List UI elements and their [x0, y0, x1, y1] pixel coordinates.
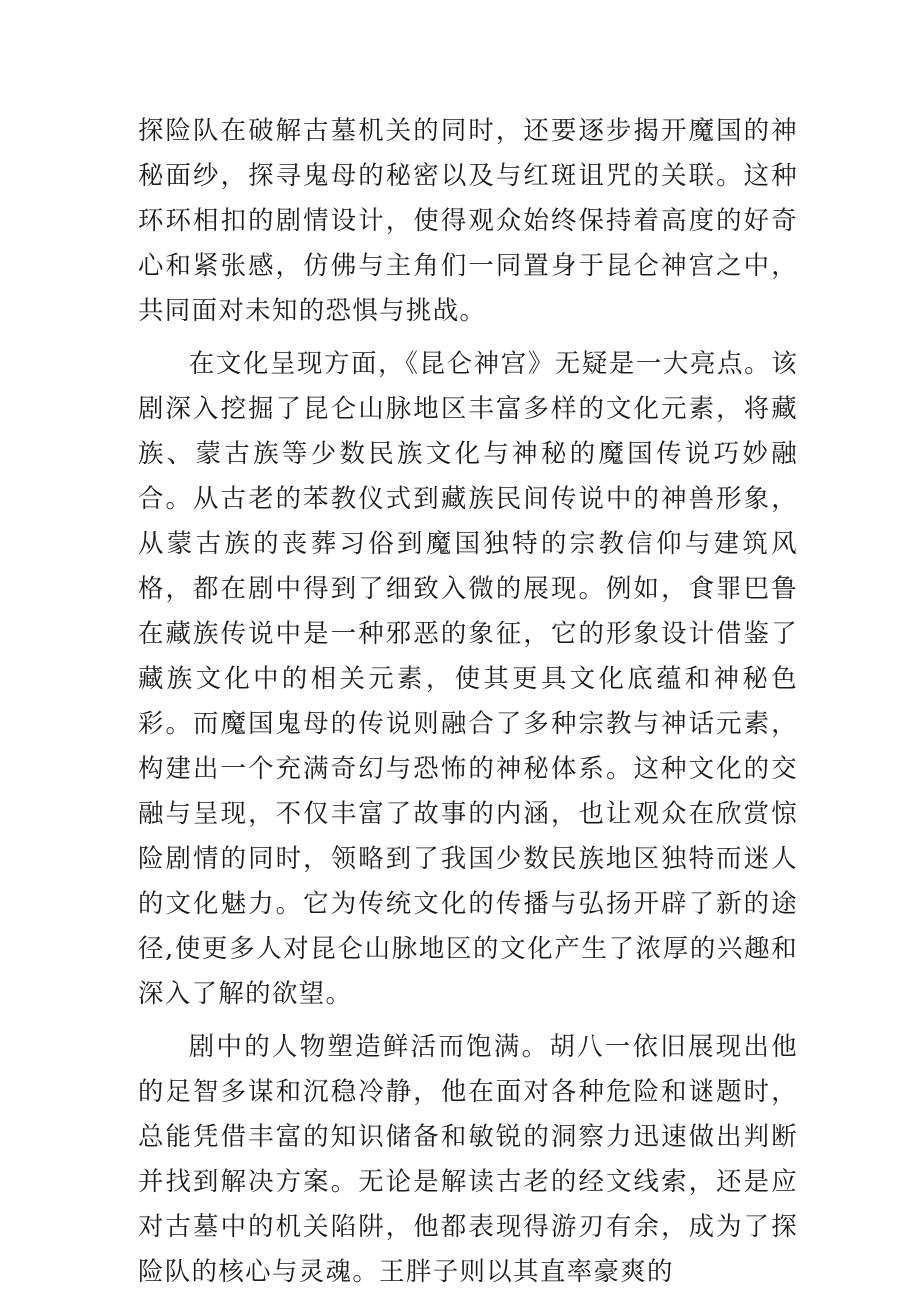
paragraph-3: 剧中的人物塑造鲜活而饱满。胡八一依旧展现出他的足智多谋和沉稳冷静，他在面对各种危险和谜题时，总能凭借丰富的知识储备和敏锐的洞察力迅速做出判断并找到解决方案。无论是解读古老的经文线索，还是应对古墓中的机关陷阱，他都表现得游刃有余，成为了探险队的核心与灵魂。王胖子则以其直率豪爽的 — [138, 1031, 798, 1286]
paragraph-1: 探险队在破解古墓机关的同时，还要逐步揭开魔国的神秘面纱，探寻鬼母的秘密以及与红斑诅咒的关联。这种环环相扣的剧情设计，使得观众始终保持着高度的好奇心和紧张感，仿佛与主角们一同置身于昆仑神宫之中，共同面对未知的恐惧与挑战。 — [138, 115, 798, 325]
paragraph-2: 在文化呈现方面，《昆仑神宫》无疑是一大亮点。该剧深入挖掘了昆仑山脉地区丰富多样的文化元素，将藏族、蒙古族等少数民族文化与神秘的魔国传说巧妙融合。从古老的苯教仪式到藏族民间传说中的神兽形象，从蒙古族的丧葬习俗到魔国独特的宗教信仰与建筑风格，都在剧中得到了细致入微的展现。例如，食罪巴鲁在藏族传说中是一种邪恶的象征，它的形象设计借鉴了藏族文化中的相关元素，使其更具文化底蕴和神秘色彩。而魔国鬼母的传说则融合了多种宗教与神话元素，构建出一个充满奇幻与恐怖的神秘体系。这种文化的交融与呈现，不仅丰富了故事的内涵，也让观众在欣赏惊险剧情的同时，领略到了我国少数民族地区独特而迷人的文化魅力。它为传统文化的传播与弘扬开辟了新的途径,使更多人对昆仑山脉地区的文化产生了浓厚的兴趣和深入了解的欲望。 — [138, 348, 798, 1008]
document-body — [138, 108, 798, 1294]
